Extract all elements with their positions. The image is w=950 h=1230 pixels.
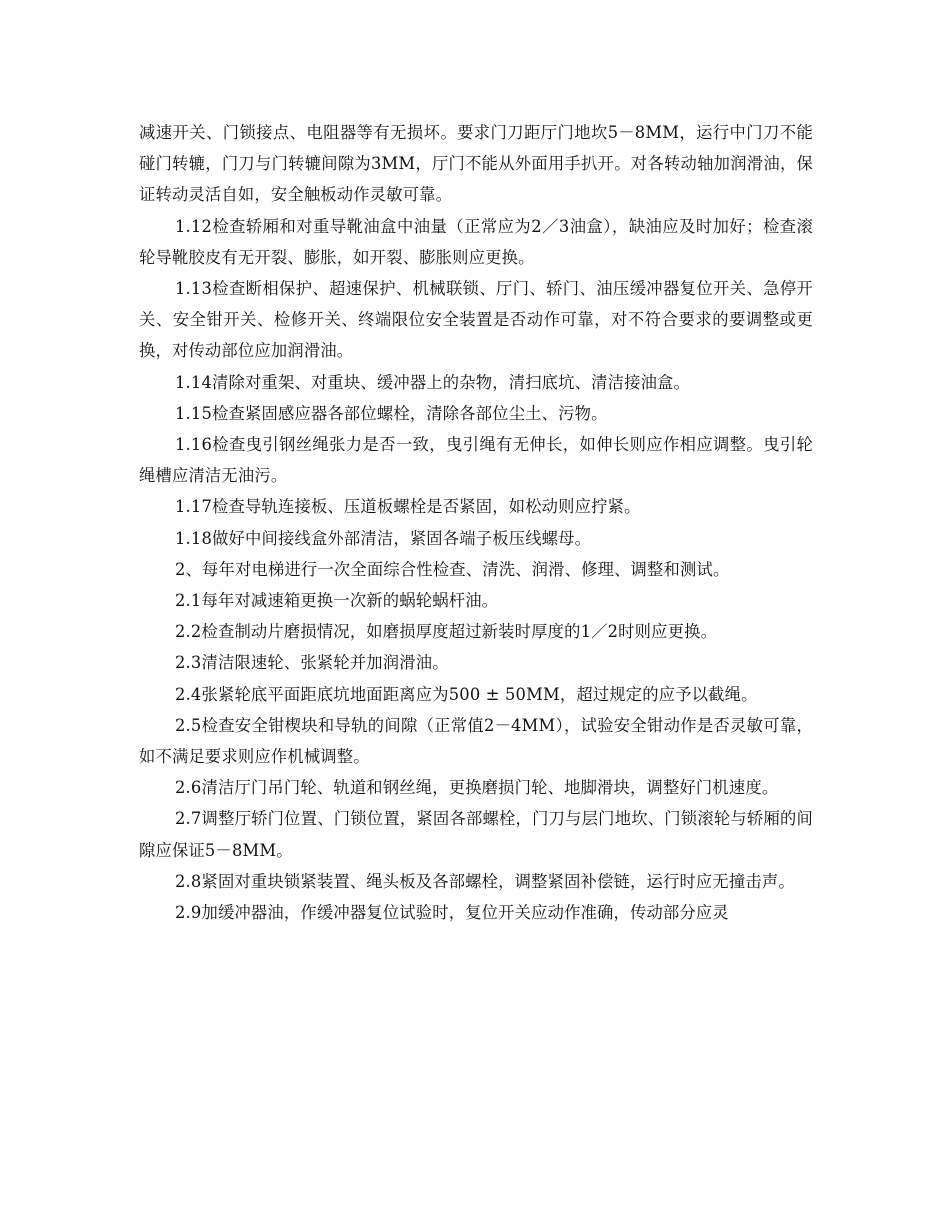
paragraph-continuation: 减速开关、门锁接点、电阻器等有无损坏。要求门刀距厅门地坎5－8MM，运行中门刀不能碰门转辘，门刀与门转辘间隙为3MM，厅门不能从外面用手扒开。对各转动轴加润滑油，保证转动灵活自如，安全触板动作灵敏可靠。 [139, 123, 813, 205]
paragraph-2-6: 2.6清洁厅门吊门轮、轨道和钢丝绳，更换磨损门轮、地脚滑块，调整好门机速度。 [175, 778, 779, 798]
paragraph-1-14: 1.14清除对重架、对重块、缓冲器上的杂物，清扫底坑、清洁接油盒。 [175, 372, 691, 392]
paragraph-2-8: 2.8紧固对重块锁紧装置、绳头板及各部螺栓，调整紧固补偿链，运行时应无撞击声。 [175, 871, 795, 891]
paragraph-1-13: 1.13检查断相保护、超速保护、机械联锁、厅门、轿门、油压缓冲器复位开关、急停开关、安全钳开关、检修开关、终端限位安全装置是否动作可靠，对不符合要求的要调整或更换，对传动部位应加润滑油。 [139, 279, 813, 361]
paragraph-2-3: 2.3清洁限速轮、张紧轮并加润滑油。 [175, 653, 449, 673]
paragraph-2-5: 2.5检查安全钳楔块和导轨的间隙（正常值2－4MM），试验安全钳动作是否灵敏可靠，如不满足要求则应作机械调整。 [139, 715, 813, 767]
paragraph-2-9: 2.9加缓冲器油，作缓冲器复位试验时，复位开关应动作准确，传动部分应灵 [175, 903, 729, 923]
paragraph-1-15: 1.15检查紧固感应器各部位螺栓，清除各部位尘土、污物。 [175, 403, 608, 423]
paragraph-2-4: 2.4张紧轮底平面距底坑地面距离应为500 ± 50MM，超过规定的应予以截绳。 [175, 684, 758, 704]
paragraph-1-17: 1.17检查导轨连接板、压道板螺栓是否紧固，如松动则应拧紧。 [175, 497, 641, 517]
paragraph-2-1: 2.1每年对减速箱更换一次新的蜗轮蜗杆油。 [175, 591, 499, 611]
paragraph-1-16: 1.16检查曳引钢丝绳张力是否一致，曳引绳有无伸长，如伸长则应作相应调整。曳引轮绳槽应清洁无油污。 [139, 435, 813, 486]
paragraph-2-7: 2.7调整厅轿门位置、门锁位置，紧固各部螺栓，门刀与层门地坎、门锁滚轮与轿厢的间隙应保证5－8MM。 [139, 809, 813, 860]
paragraph-1-12: 1.12检查轿厢和对重导靴油盒中油量（正常应为2／3油盒），缺油应及时加好；检查滚轮导靴胶皮有无开裂、膨胀，如开裂、膨胀则应更换。 [139, 216, 813, 267]
paragraph-2-2: 2.2检查制动片磨损情况，如磨损厚度超过新装时厚度的1／2时则应更换。 [175, 622, 718, 642]
document-body [139, 117, 813, 928]
paragraph-section-2: 2、每年对电梯进行一次全面综合性检查、清洗、润滑、修理、调整和测试。 [175, 559, 730, 579]
paragraph-1-18: 1.18做好中间接线盒外部清洁，紧固各端子板压线螺母。 [175, 528, 592, 548]
